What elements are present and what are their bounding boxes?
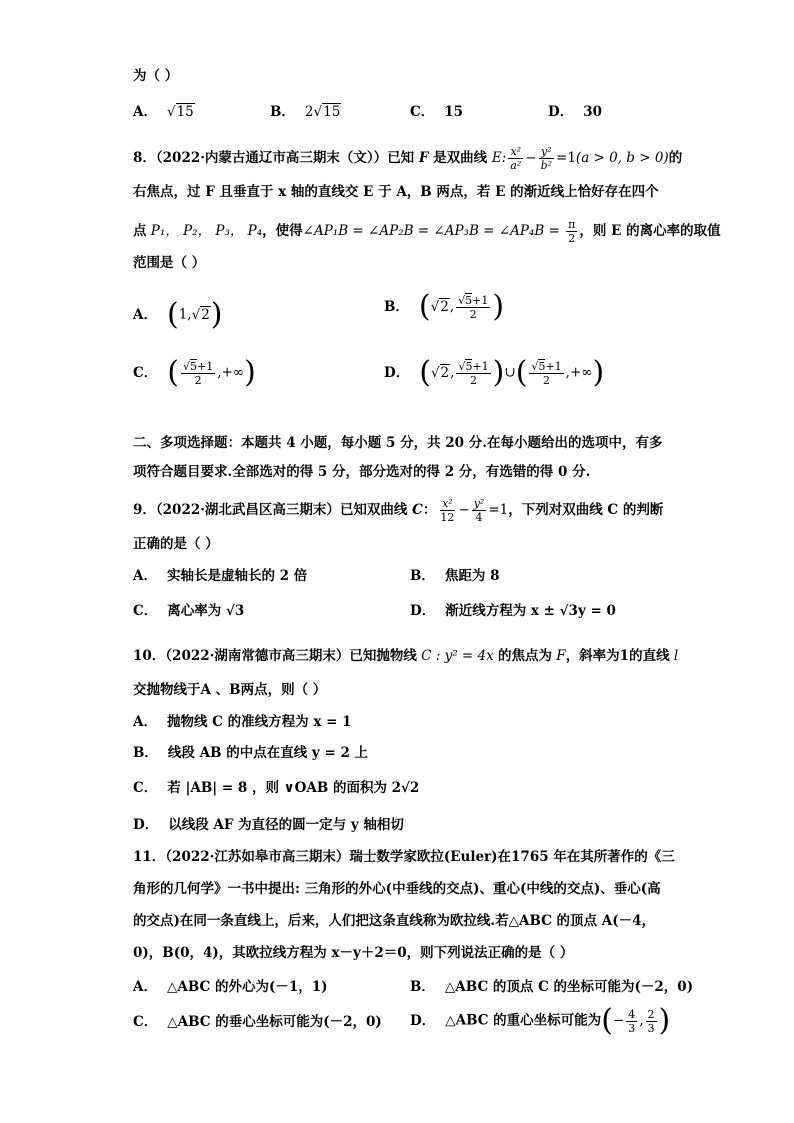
q8-line3-end: ，则 E 的离心率的取值	[579, 223, 721, 239]
option-label: D．	[548, 104, 574, 120]
option-label: C．	[133, 1014, 158, 1030]
q8-option-b: B． (√2, $\frac{√5+1}{2}$ )	[384, 289, 505, 324]
q9-option-b	[410, 567, 500, 585]
q8-line3: 点 P₁， P₂， P₃， P₄，使得∠AP₁B = ∠AP₂B = ∠AP₃B = ∠AP₄B = $\frac{\pi}{2}$ ，则 E 的离心率的取值	[133, 218, 721, 245]
option-label: A．	[133, 979, 157, 995]
q9-line2: 正确的是（ ）	[133, 536, 219, 552]
option-label: A．	[133, 306, 157, 323]
q11-option-d: D． △ABC 的重心坐标可能为(− $\frac{4}{3}$ , $\frac{2}{3}$ )	[410, 1003, 671, 1038]
option-value: 抛物线 C 的准线方程为 x = 1	[166, 714, 352, 730]
option-value: 实轴长是虚轴长的 2 倍	[166, 568, 308, 584]
q9-line1-pre: 已知双曲线	[339, 502, 408, 518]
q11-option-c	[133, 1013, 382, 1031]
q11-line3: 的交点)在同一条直线上，后来，人们把这条直线称为欧拉线.若△ABC 的顶点 A(－4，	[133, 913, 656, 929]
question-number: 8．	[133, 150, 156, 166]
option-label: A．	[133, 714, 157, 730]
q11-option-a	[133, 978, 328, 996]
option-label: A．	[133, 568, 157, 584]
question-source: （2022·湖南常德市高三期末）	[165, 648, 350, 664]
option-value: 渐近线方程为 x ± √3y = 0	[445, 603, 616, 619]
option-value: 以线段 AF 为直径的圆一定与 y 轴相切	[168, 817, 404, 833]
q10-option-a	[133, 713, 351, 731]
question-number: 9．	[133, 502, 156, 518]
q8-line1-cond: (a > 0, b > 0)	[575, 150, 669, 166]
q10-line1-pre: 已知抛物线	[349, 648, 417, 664]
q10-line1-end: ，斜率为1的直线	[565, 648, 670, 664]
option-value: △ABC 的重心坐标可能为	[445, 1012, 602, 1029]
q8-option-d: D． (√2, $\frac{√5+1}{2}$ )∪( $\frac{√5+1}{2}$ ,+∞)	[384, 355, 605, 390]
q10-option-d	[133, 816, 404, 834]
question-source: （2022·内蒙古通辽市高三期末（文））	[155, 150, 388, 166]
option-label: B．	[133, 745, 158, 761]
q7-option-a: A． √15	[133, 104, 194, 120]
q8-line2: 右焦点，过 F 且垂直于 x 轴的直线交 E 于 A，B 两点，若 E 的渐近线上恰好存在四个	[133, 184, 659, 200]
option-value: △ABC 的顶点 C 的坐标可能为(－2，0)	[444, 979, 694, 995]
section2-line2: 项符合题目要求.全部选对的得 5 分，部分选对的得 2 分，有选错的得 0 分.	[133, 464, 591, 480]
q10-line1-mid: 的焦点为	[498, 648, 553, 664]
q8-line1: 8．（2022·内蒙古通辽市高三期末（文））已知 F 是双曲线 E: $\frac{\text{x²}}{\text{a²}}$ − $\frac{\text{y²}}{\text{b²}}$ =1(a > 0, b > 0)的	[133, 145, 683, 172]
question-source: （2022·湖北武昌区高三期末）	[155, 502, 340, 518]
option-value: 线段 AB 的中点在直线 y = 2 上	[167, 745, 369, 761]
question-number: 11．	[133, 849, 166, 865]
q9-line1-end: ，下列对双曲线 C 的判断	[508, 502, 664, 518]
option-label: D．	[133, 817, 159, 833]
q8-option-a: A． (1,√2)	[133, 297, 223, 332]
q8-line3-pre: 点	[133, 223, 147, 239]
q8-line1-end: 的	[668, 150, 683, 166]
option-label: C．	[133, 780, 158, 796]
q8-line3-mid: ，使得	[262, 223, 303, 239]
option-label: D．	[410, 1012, 436, 1029]
option-label: B．	[410, 979, 435, 995]
section2-line1: 二、多项选择题：本题共 4 小题，每小题 5 分，共 20 分.在每小题给出的选项中，有多	[133, 435, 663, 451]
q10-line1: 10．（2022·湖南常德市高三期末）已知抛物线 C : y² = 4x 的焦点为 F，斜率为1的直线 l	[133, 648, 679, 664]
q11-line1-text: 瑞士数学家欧拉(Euler)在1765 年在其所著作的《三	[349, 849, 675, 865]
option-value: 焦距为 8	[444, 568, 500, 584]
q7-option-c	[410, 103, 463, 121]
q10-line2: 交抛物线于A 、B两点，则（ ）	[133, 682, 327, 698]
q9-option-a	[133, 567, 307, 585]
option-label: B．	[270, 104, 295, 120]
question-number: 10．	[133, 648, 166, 664]
q8-line4: 范围是（ ）	[133, 255, 206, 271]
q7-option-d	[548, 103, 602, 121]
option-label: D．	[410, 603, 436, 619]
q8-line1-pre: 已知	[387, 150, 415, 166]
option-label: B．	[384, 298, 409, 315]
q9-line1: 9．（2022·湖北武昌区高三期末）已知双曲线 C： $\frac{\text{x²}}{12}$ − $\frac{\text{y²}}{4}$ =1，下列对双曲线 C 的判断	[133, 497, 664, 524]
option-value: 离心率为 √3	[167, 603, 245, 619]
q9-option-d	[410, 602, 616, 620]
q11-line2: 角形的几何学》一书中提出: 三角形的外心(中垂线的交点)、重心(中线的交点)、垂心(高	[133, 881, 661, 897]
q10-option-b	[133, 744, 368, 762]
q7-option-b: B． 2√15	[270, 104, 341, 120]
option-label: A．	[133, 104, 157, 120]
q11-line4: 0)，B(0，4)，其欧拉线方程为 x－y＋2＝0，则下列说法正确的是（ ）	[133, 945, 574, 961]
q11-line1	[133, 848, 675, 866]
q9-option-c	[133, 602, 244, 620]
q8-option-c: C． ( $\frac{√5+1}{2}$ ,+∞)	[133, 355, 256, 390]
option-label: C．	[133, 364, 158, 381]
option-value: △ABC 的外心为(－1，1)	[166, 979, 328, 995]
q7-tail-text: 为（ ）	[133, 68, 179, 84]
option-label: B．	[410, 568, 435, 584]
q8-line1-mid: 是双曲线	[433, 150, 488, 166]
option-label: C．	[133, 603, 158, 619]
question-source: （2022·江苏如皋市高三期末）	[165, 849, 350, 865]
option-value: 若 |AB| = 8 ，则 ∨OAB 的面积为 2√2	[167, 780, 420, 796]
option-label: D．	[384, 364, 410, 381]
option-value: 15	[444, 104, 464, 120]
option-value: △ABC 的垂心坐标可能为(－2，0)	[167, 1014, 382, 1030]
option-label: C．	[410, 104, 435, 120]
q10-option-c	[133, 779, 419, 797]
option-value: 30	[583, 104, 603, 120]
q11-option-b	[410, 978, 693, 996]
